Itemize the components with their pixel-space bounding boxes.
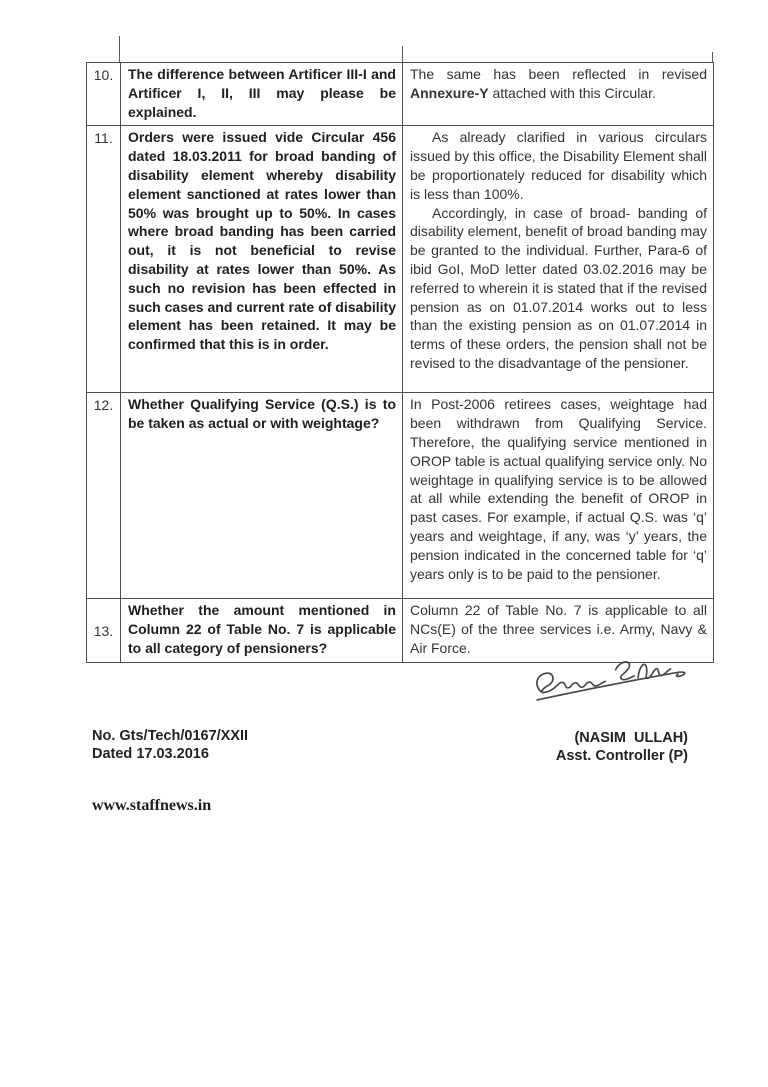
table-row	[87, 393, 714, 599]
answer-cell	[403, 63, 714, 126]
signatory-block	[556, 730, 688, 765]
question-cell: Orders were issued vide Circular 456 dated 18.03.2011 for broad banding of disability element whereby disability element sanctioned at rates lower than 50% was brought up to 50%. In cases where broad banding has been carried out, it is not beneficial to revise disability at rates lower than 50%. As such no revision has been effected in such cases and current rate of disability element has been retained. It may be confirmed that this is in order.	[121, 126, 403, 393]
qa-table	[86, 62, 714, 663]
reference-block	[92, 728, 248, 763]
website-watermark: www.staffnews.in	[92, 797, 212, 814]
row-number: 11.	[87, 126, 121, 393]
question-cell: The difference between Artificer III-I and Artificer I, II, III may please be explained.	[121, 63, 403, 126]
answer-paragraph: As already clarified in various circulars issued by this office, the Disability Element shall be proportionately reduced for disability which is less than 100%.	[410, 129, 707, 202]
answer-text: The same has been reflected in revised	[410, 66, 707, 82]
row-number: 10.	[87, 63, 121, 126]
table-row	[87, 126, 714, 393]
question-cell: Whether Qualifying Service (Q.S.) is to be taken as actual or with weightage?	[121, 393, 403, 599]
table-continuation-stub	[402, 46, 403, 62]
question-cell: Whether the amount mentioned in Column 22 of Table No. 7 is applicable to all category of pensioners?	[121, 599, 403, 662]
answer-paragraph	[410, 65, 707, 103]
answer-cell	[403, 126, 714, 393]
answer-paragraph: Column 22 of Table No. 7 is applicable to all NCs(E) of the three services i.e. Army, Navy & Air Force.	[410, 602, 707, 656]
row-number: 12.	[87, 393, 121, 599]
table-continuation-stub	[712, 52, 713, 62]
signature-image	[528, 649, 696, 705]
date-line: Dated 17.03.2016	[92, 745, 209, 762]
table-row	[87, 63, 714, 126]
answer-bold-text: Annexure-Y	[410, 84, 489, 101]
signatory-designation: Asst. Controller (P)	[555, 747, 688, 764]
table-continuation-stub	[119, 36, 120, 62]
signatory-name: (NASIM ULLAH)	[574, 730, 688, 746]
reference-number: No. Gts/Tech/0167/XXII	[92, 728, 249, 744]
answer-paragraph: In Post-2006 retirees cases, weightage had been withdrawn from Qualifying Service. Therefore, the qualifying service mentioned in OROP table is actual qualifying service only. No weightage in qualifying service is to be allowed at all while extending the benefit of OROP in past cases. For example, if actual Q.S. was ‘q’ years and weightage, if any, was ‘y’ years, the pension indicated in the concerned table for ‘q’ years only is to be paid to the pensioner.	[410, 396, 707, 582]
answer-text: attached with this Circular.	[488, 84, 656, 101]
answer-paragraph: Accordingly, in case of broad- banding of disability element, benefit of broad banding may be granted to the individual. Further, Para-6 of ibid GoI, MoD letter dated 03.02.2016 may be referred to wherein it is stated that if the revised pension as on 01.07.2014 works out to less than the existing pension as on 01.07.2014 in terms of these orders, the pension shall not be revised to the disadvantage of the pensioner.	[410, 204, 707, 371]
answer-cell	[403, 393, 714, 599]
row-number: 13.	[87, 599, 121, 662]
